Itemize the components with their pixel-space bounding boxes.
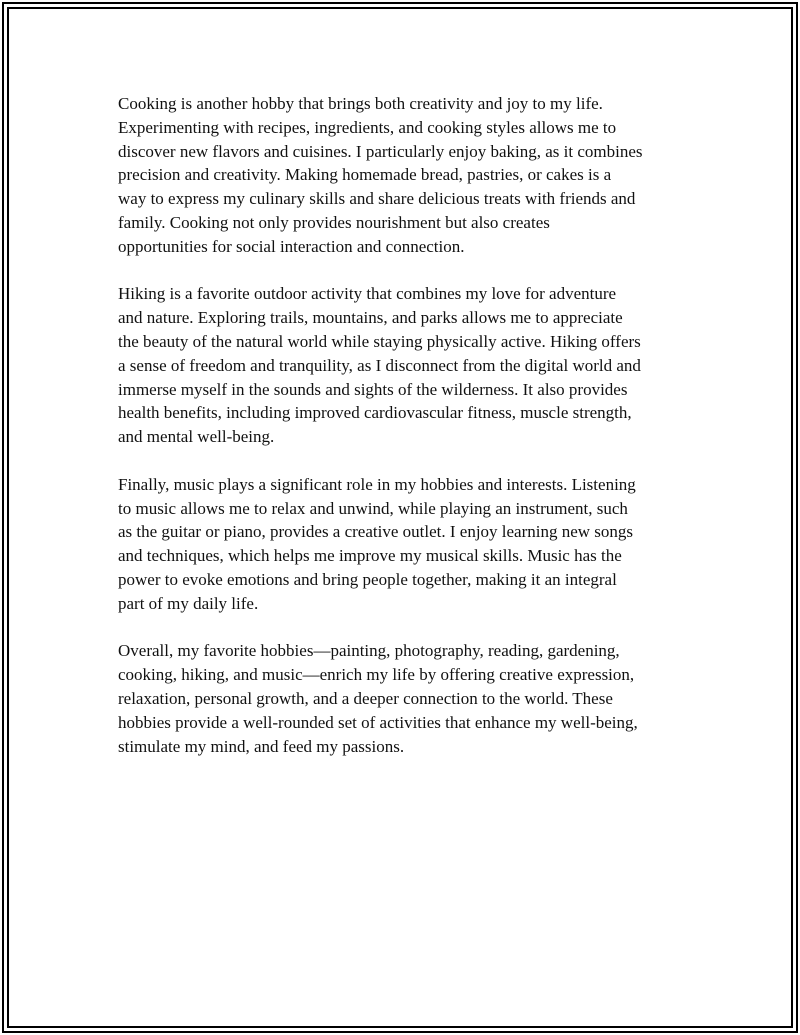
paragraph-cooking: Cooking is another hobby that brings both creativity and joy to my life. Experimenting with recipes, ingredients, and cooking styles allows me to discover new flavors and cuisines. I particularly enjoy baking, as it combines precision and creativity. Making homemade bread, pastries, or cakes is a way to express my culinary skills and share delicious treats with friends and family. Cooking not only provides nourishment but also creates opportunities for social interaction and connection.	[118, 94, 643, 256]
document-body	[118, 92, 688, 782]
paragraph-music: Finally, music plays a significant role in my hobbies and interests. Listening to music allows me to relax and unwind, while playing an instrument, such as the guitar or piano, provides a creative outlet. I enjoy learning new songs and techniques, which helps me improve my musical skills. Music has the power to evoke emotions and bring people together, making it an integral part of my daily life.	[118, 474, 636, 613]
paragraph-overall: Overall, my favorite hobbies—painting, photography, reading, gardening, cooking, hiking, and music—enrich my life by offering creative expression, relaxation, personal growth, and a deeper connection to the world. These hobbies provide a well-rounded set of activities that enhance my well-being, stimulate my mind, and feed my passions.	[118, 641, 638, 756]
paragraph-hiking: Hiking is a favorite outdoor activity that combines my love for adventure and nature. Exploring trails, mountains, and parks allows me to appreciate the beauty of the natural world while staying physically active. Hiking offers a sense of freedom and tranquility, as I disconnect from the digital world and immerse myself in the sounds and sights of the wilderness. It also provides health benefits, including improved cardiovascular fitness, muscle strength, and mental well-being.	[118, 284, 641, 447]
